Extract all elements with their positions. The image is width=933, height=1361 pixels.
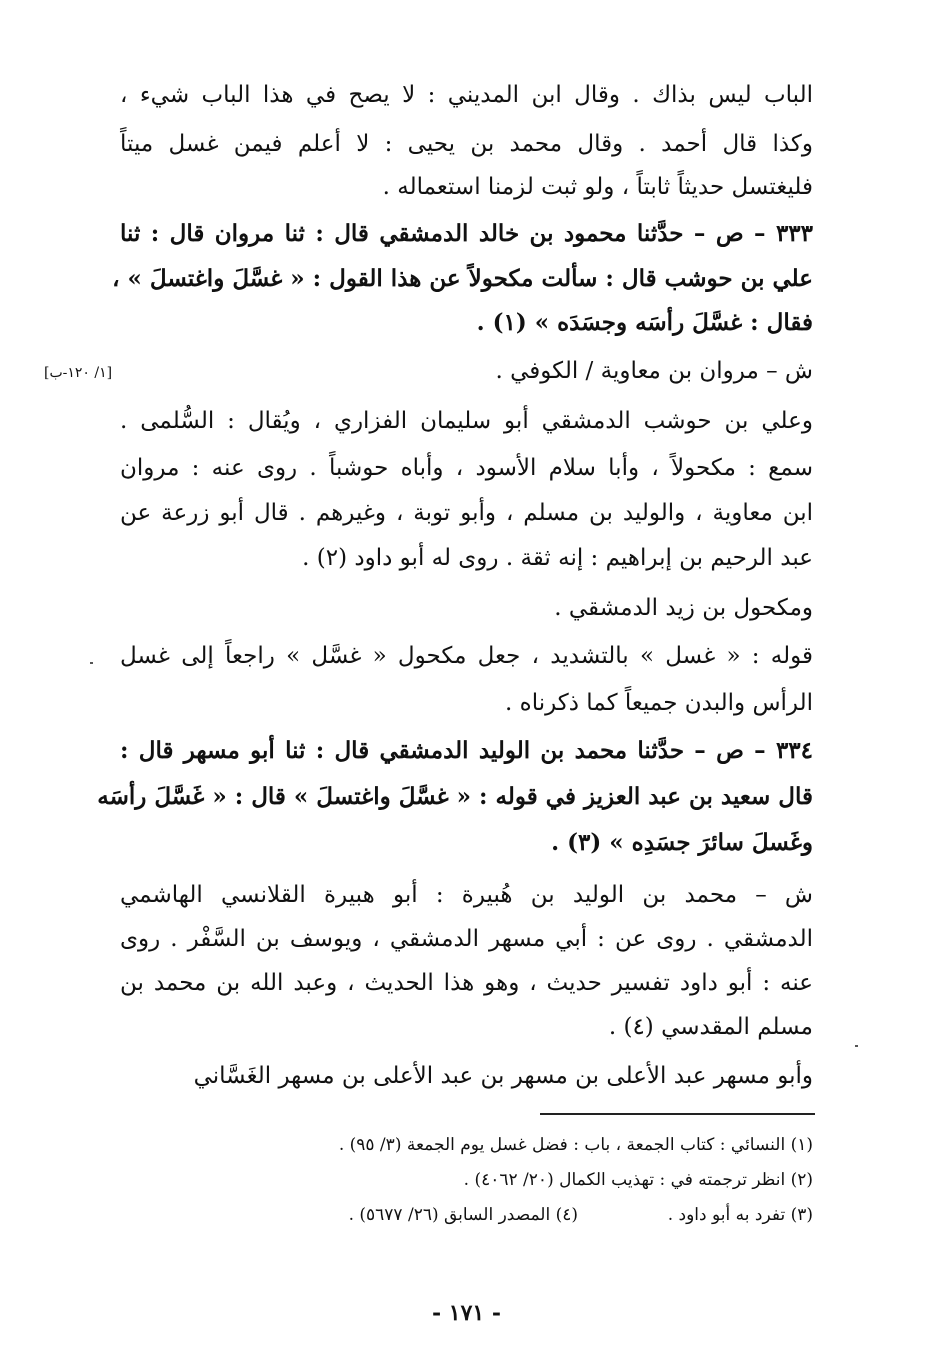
scan-speck (855, 1045, 858, 1047)
text-line: الباب ليس بذاك . وقال ابن المديني : لا يصح في هذا الباب شيء ، (120, 82, 813, 108)
text-line: وعلي بن حوشب الدمشقي أبو سليمان الفزاري ، ويُقال : السُّلمى . (120, 408, 813, 434)
text-line: ابن معاوية ، والوليد بن مسلم ، وأبو توبة ، وغيرهم . قال أبو زرعة عن (120, 500, 813, 526)
text-line: سمع : مكحولاً ، وأبا سلام الأسود ، وأباه حوشباً . روى عنه : مروان (120, 455, 813, 481)
hadith-line: ٣٣٤ – ص – حدَّثنا محمد بن الوليد الدمشقي قال : ثنا أبو مسهر قال : (120, 737, 813, 764)
text-line: مسلم المقدسي (٤) . (608, 1014, 813, 1040)
hadith-line: علي بن حوشب قال : سألت مكحولاً عن هذا القول : « غسَّلَ واغتسلَ » ، (112, 265, 813, 292)
text-line: عبد الرحيم بن إبراهيم : إنه ثقة . روى له أبو داود (٢) . (302, 545, 813, 571)
hadith-line: قال سعيد بن عبد العزيز في قوله : « غسَّلَ واغتسلَ » قال : « غَسَّلَ رأسَه (97, 783, 813, 810)
page-number: - ١٧١ - (431, 1300, 502, 1326)
text-line: وكذا قال أحمد . وقال محمد بن يحيى : لا أعلم فيمن غسل ميتاً (120, 131, 813, 157)
text-line: الرأس والبدن جميعاً كما ذكرناه . (505, 690, 813, 716)
commentary-line: ش – مروان بن معاوية / الكوفي . (495, 358, 813, 384)
footnote-4: (٤) المصدر السابق (٢٦/ ٥٦٧٧) . (348, 1205, 578, 1225)
footnote-2: (٢) انظر ترجمته في : تهذيب الكمال (٢٠/ ٤٠٦٢) . (463, 1170, 813, 1190)
text-line: قوله : « غسل » بالتشديد ، جعل مكحول « غسَّل » راجعاً إلى غسل (120, 643, 813, 669)
footnote-1: (١) النسائي : كتاب الجمعة ، باب : فضل غسل يوم الجمعة (٣/ ٩٥) . (338, 1135, 813, 1155)
hadith-line: وغَسلَ سائرَ جسَدِه » (٣) . (551, 829, 813, 856)
footnote-3: (٣) تفرد به أبو داود . (667, 1205, 813, 1225)
hadith-line: ٣٣٣ – ص – حدَّثنا محمود بن خالد الدمشقي قال : ثنا مروان قال : ثنا (120, 220, 813, 247)
text-line: الدمشقي . روى عن : أبي مسهر الدمشقي ، ويوسف بن السَّفْر . روى (120, 926, 813, 952)
text-line: عنه : أبو داود تفسير حديث ، وهو هذا الحديث ، وعبد الله بن محمد بن (120, 970, 813, 996)
manuscript-folio-note: [١/ ١٢٠-ب] (44, 365, 113, 381)
hadith-line: فقال : غسَّلَ رأسَه وجسَدَه » (١) . (476, 309, 813, 336)
text-line: فليغتسل حديثاً ثابتاً ، ولو ثبت لزمنا استعماله . (382, 174, 813, 200)
text-line: ومكحول بن زيد الدمشقي . (554, 595, 813, 621)
scan-speck (90, 662, 93, 664)
footnote-rule (540, 1113, 815, 1115)
text-line: وأبو مسهر عبد الأعلى بن مسهر بن عبد الأعلى بن مسهر الغَسَّاني (193, 1063, 813, 1089)
commentary-line: ش – محمد بن الوليد بن هُبيرة : أبو هبيرة القلانسي الهاشمي (120, 882, 813, 908)
